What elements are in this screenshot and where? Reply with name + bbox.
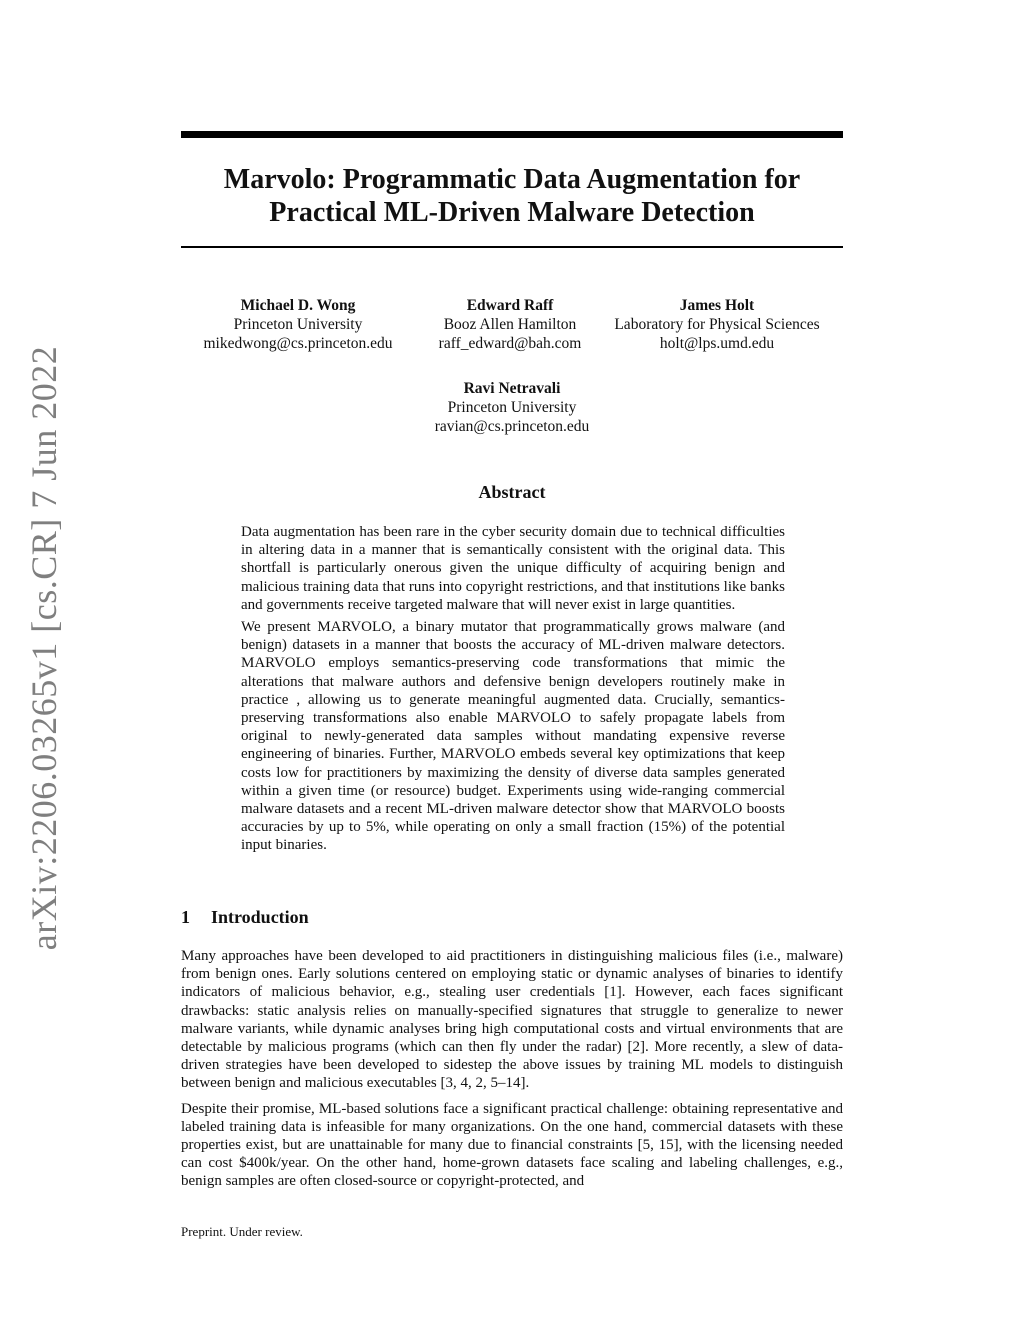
author-affiliation: Laboratory for Physical Sciences [614, 316, 820, 333]
author-email[interactable]: raff_edward@bah.com [438, 335, 582, 352]
arxiv-identifier[interactable]: arXiv:2206.03265v1 [cs.CR] 7 Jun 2022 [24, 345, 64, 951]
paper-title [181, 163, 843, 229]
author-block [415, 296, 605, 353]
author-block [198, 296, 398, 353]
abstract-body [241, 523, 785, 859]
page-footer: Preprint. Under review. [181, 1224, 303, 1239]
title-top-rule [181, 131, 843, 138]
section-heading [181, 907, 309, 928]
author-email[interactable]: holt@lps.umd.edu [659, 335, 775, 352]
author-block [604, 296, 830, 353]
author-affiliation: Princeton University [233, 316, 363, 333]
title-line-1: Marvolo: Programmatic Data Augmentation for [223, 164, 801, 195]
author-name: Ravi Netravali [463, 380, 561, 397]
title-line-2: Practical ML-Driven Malware Detection [269, 197, 755, 228]
introduction-body [181, 947, 843, 1198]
author-block [412, 379, 612, 436]
author-affiliation: Princeton University [447, 399, 577, 416]
abstract-paragraph-1: Data augmentation has been rare in the cyber security domain due to technical difficulties in altering data in a manner that is semantically consistent with the original data. This shortfall is particularly onerous given the unique difficulty of acquiring benign and malicious training data that runs into copyright restrictions, and that institutions like banks and governments receive targeted malware that will never exist in large quantities. [241, 524, 785, 613]
author-name: James Holt [679, 297, 755, 314]
author-name: Edward Raff [466, 297, 554, 314]
author-affiliation: Booz Allen Hamilton [443, 316, 577, 333]
abstract-paragraph-2: We present MARVOLO, a binary mutator that programmatically grows malware (and benign) datasets in a manner that boosts the accuracy of ML-driven malware detectors. MARVOLO employs semantics-preserving code transformations that mimic the alterations that malware authors and defensive benign developers routinely make in practice , allowing us to generate meaningful augmented data. Crucially, semantics-preserving transformations also enable MARVOLO to safely propagate labels from original to newly-generated data samples without mandating expensive reverse engineering of binaries. Further, MARVOLO embeds several key optimizations that keep costs low for practitioners by maximizing the density of diverse data samples generated within a given time (or resource) budget. Experiments using wide-ranging commercial malware datasets and a recent ML-driven malware detector show that MARVOLO boosts accuracies by up to 5%, while operating on only a small fraction (15%) of the potential input binaries. [241, 619, 785, 854]
author-email[interactable]: ravian@cs.princeton.edu [434, 418, 590, 435]
abstract-heading: Abstract [478, 482, 546, 502]
author-name: Michael D. Wong [240, 297, 356, 314]
section-title: Introduction [211, 907, 309, 927]
section-number: 1 [181, 907, 190, 927]
intro-paragraph-1: Many approaches have been developed to aid practitioners in distinguishing malicious files (i.e., malware) from benign ones. Early solutions centered on employing static or dynamic analyses of binaries to identify indicators of malicious behavior, e.g., stealing user credentials [1]. However, each faces significant drawbacks: static analysis relies on manually-specified signatures that struggle to generalize to newer malware variants, while dynamic analyses bring high computational costs and virtual environments that are detectable by malicious programs (which can then fly under the radar) [2]. More recently, a slew of data-driven strategies have been developed to sidestep the above issues by training ML models to distinguish between benign and malicious executables [3, 4, 2, 5–14]. [181, 948, 843, 1092]
title-bottom-rule [181, 246, 843, 248]
author-email[interactable]: mikedwong@cs.princeton.edu [203, 335, 393, 352]
intro-paragraph-2: Despite their promise, ML-based solutions face a significant practical challenge: obtaining representative and labeled training data is infeasible for many organizations. On the one hand, commercial datasets with these properties exist, but are unattainable for many due to financial constraints [5, 15], with the licensing needed can cost $400k/year. On the other hand, home-grown datasets face scaling and labeling challenges, e.g., benign samples are often closed-source or copyright-protected, and [181, 1100, 843, 1190]
